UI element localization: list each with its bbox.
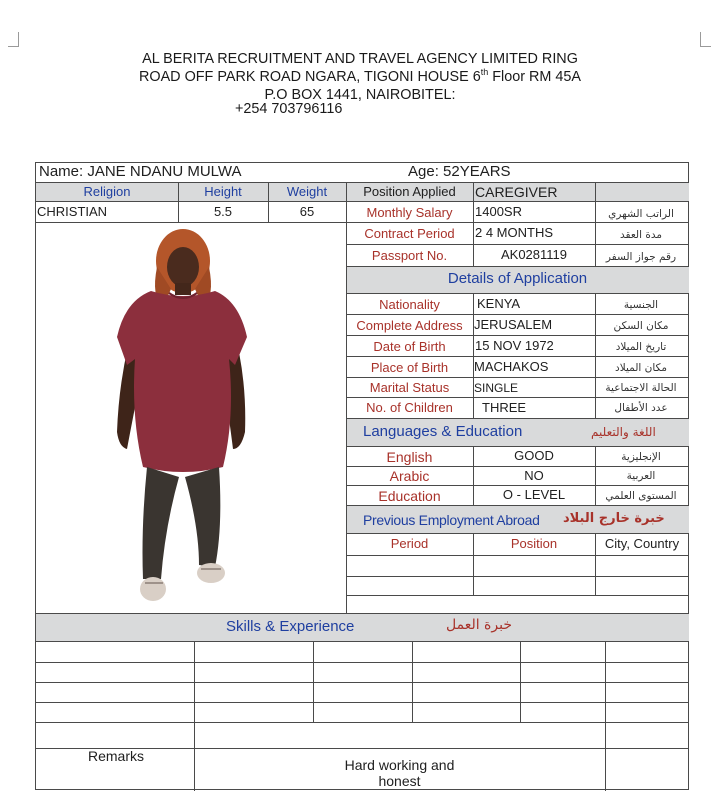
grid-line: [36, 682, 689, 683]
skills-header-arabic: خبرة العمل: [446, 617, 512, 633]
employment-header: Previous Employment Abroad: [363, 512, 540, 528]
grid-line: [520, 641, 521, 722]
height-header: Height: [204, 184, 242, 199]
grid-line: [36, 201, 689, 202]
employment-col-city: City, Country: [604, 536, 680, 551]
detail-arabic: الحالة الاجتماعية: [605, 382, 677, 394]
grid-line: [346, 446, 689, 447]
grid-line: [36, 613, 689, 614]
religion-value: CHRISTIAN: [37, 204, 108, 219]
language-arabic-arabic: العربية: [626, 470, 656, 482]
language-english-label: English: [386, 449, 433, 465]
grid-line: [313, 641, 314, 722]
detail-label: Nationality: [379, 297, 440, 312]
weight-value: 65: [299, 204, 315, 219]
weight-header: Weight: [286, 184, 328, 199]
detail-value: THREE: [482, 400, 527, 415]
language-english-arabic: الإنجليزية: [621, 451, 661, 463]
passport-label: Passport No.: [371, 248, 448, 263]
grid-line: [346, 266, 689, 267]
candidate-name: Name: JANE NDANU MULWA: [39, 163, 242, 180]
detail-arabic: عدد الأطفال: [614, 402, 668, 414]
letterhead-line-2a: ROAD OFF PARK ROAD NGARA, TIGONI HOUSE 6: [139, 69, 481, 85]
grid-line: [346, 595, 689, 596]
grid-line: [346, 555, 689, 556]
remarks-value-line-2: honest: [378, 773, 421, 789]
religion-header: Religion: [83, 184, 131, 199]
letterhead: [60, 50, 660, 117]
grid-line: [346, 293, 689, 294]
grid-line: [36, 722, 689, 723]
position-label: Position Applied: [363, 184, 456, 199]
detail-arabic: مكان الميلاد: [615, 362, 667, 374]
grid-line: [605, 641, 606, 791]
grid-line: [346, 533, 689, 534]
application-form: [35, 162, 689, 790]
passport-value: AK0281119: [500, 247, 568, 262]
grid-line: [412, 641, 413, 722]
detail-value: 15 NOV 1972: [475, 338, 554, 353]
salary-value: 1400SR: [475, 204, 522, 219]
candidate-photo: [111, 227, 251, 607]
remarks-value-line-1: Hard working and: [344, 757, 455, 773]
grid-line: [36, 222, 689, 223]
detail-arabic: مكان السكن: [613, 320, 669, 332]
remarks-label: Remarks: [88, 748, 145, 764]
detail-value: JERUSALEM: [474, 317, 553, 332]
detail-arabic: تاريخ الميلاد: [615, 341, 667, 353]
contract-label: Contract Period: [364, 226, 455, 241]
letterhead-line-2-sup: th: [480, 67, 489, 78]
detail-arabic: الجنسية: [623, 299, 659, 311]
details-header: Details of Application: [447, 270, 588, 287]
grid-line: [346, 505, 689, 506]
letterhead-phone: +254 703796116: [235, 101, 343, 117]
candidate-age: Age: 52YEARS: [408, 163, 511, 180]
grid-line: [346, 485, 689, 486]
position-value: CAREGIVER: [475, 184, 558, 200]
education-value: O - LEVEL: [502, 487, 566, 502]
passport-arabic: رقم جواز السفر: [605, 251, 677, 263]
grid-line: [346, 335, 689, 336]
languages-header-arabic: اللغة والتعليم: [591, 425, 656, 439]
languages-header: Languages & Education: [363, 423, 523, 440]
height-value: 5.5: [213, 204, 233, 219]
grid-line: [346, 576, 689, 577]
contract-arabic: مدة العقد: [620, 229, 662, 241]
grid-line: [36, 641, 689, 642]
grid-line: [473, 293, 474, 418]
grid-line: [346, 418, 689, 419]
detail-label: Place of Birth: [370, 360, 449, 375]
letterhead-line-2: [60, 68, 660, 86]
employment-header-arabic: خبرة خارج البلاد: [563, 511, 665, 526]
detail-label: Complete Address: [356, 318, 463, 333]
grid-line: [346, 356, 689, 357]
detail-value: KENYA: [477, 296, 521, 311]
salary-arabic: الراتب الشهري: [608, 208, 674, 220]
grid-line: [346, 397, 689, 398]
language-arabic-label: Arabic: [389, 468, 430, 484]
letterhead-line-1: AL BERITA RECRUITMENT AND TRAVEL AGENCY LIMITED RING: [142, 51, 578, 67]
contract-value: 2 4 MONTHS: [475, 225, 554, 240]
detail-label: Date of Birth: [373, 339, 446, 354]
letterhead-line-2b: Floor RM 45A: [488, 69, 581, 85]
grid-line: [346, 244, 689, 245]
education-label: Education: [378, 488, 441, 504]
language-english-value: GOOD: [514, 448, 554, 463]
employment-col-period: Period: [390, 536, 429, 551]
grid-line: [346, 377, 689, 378]
detail-label: No. of Children: [366, 400, 453, 415]
detail-label: Marital Status: [369, 380, 450, 395]
grid-line: [36, 662, 689, 663]
education-arabic: المستوى العلمي: [605, 490, 677, 502]
grid-line: [346, 314, 689, 315]
detail-value: MACHAKOS: [474, 359, 549, 374]
grid-line: [36, 182, 689, 183]
letterhead-line-3: P.O BOX 1441, NAIROBITEL:: [264, 87, 456, 103]
skills-header-fill: [36, 613, 689, 641]
salary-label: Monthly Salary: [366, 205, 453, 220]
grid-line: [36, 702, 689, 703]
crop-mark-right: [700, 32, 711, 47]
detail-value: SINGLE: [474, 381, 519, 395]
crop-mark-left: [8, 32, 19, 47]
language-arabic-value: NO: [524, 468, 544, 483]
skills-header: Skills & Experience: [226, 618, 355, 635]
grid-line: [346, 466, 689, 467]
employment-col-position: Position: [510, 536, 558, 551]
